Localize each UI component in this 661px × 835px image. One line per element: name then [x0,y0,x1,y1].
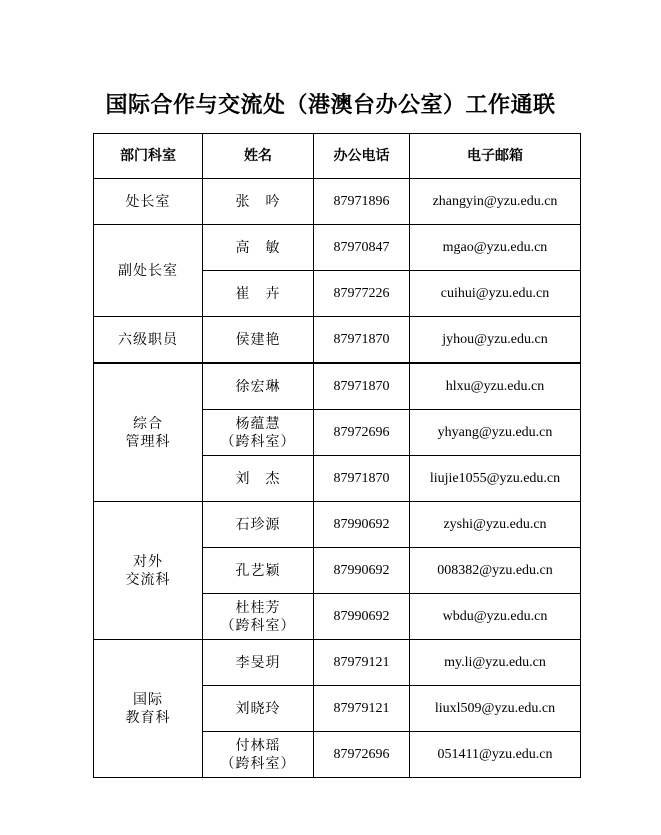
email-cell: 051411@yzu.edu.cn [410,732,581,778]
table-row [94,502,581,548]
email-cell: zhangyin@yzu.edu.cn [410,179,581,225]
table-row [94,363,581,410]
email-cell: zyshi@yzu.edu.cn [410,502,581,548]
email-cell: my.li@yzu.edu.cn [410,640,581,686]
email-cell: 008382@yzu.edu.cn [410,548,581,594]
phone-cell: 87971870 [314,317,410,364]
name-text: 李旻玥 [235,654,281,671]
email-cell: liujie1055@yzu.edu.cn [410,456,581,502]
header-dept: 部门科室 [94,134,203,179]
email-cell: mgao@yzu.edu.cn [410,225,581,271]
header-phone: 办公电话 [314,134,410,179]
name-cell [203,548,314,594]
name-note: （跨科室） [220,617,296,634]
name-cell [203,640,314,686]
phone-cell: 87977226 [314,271,410,317]
dept-cell [94,502,203,640]
header-name: 姓名 [203,134,314,179]
name-cell [203,410,314,456]
dept-cell: 副处长室 [94,225,203,317]
table-row [94,317,581,364]
table-row [94,225,581,271]
phone-cell: 87990692 [314,548,410,594]
name-text: 杨蕴慧 [235,415,281,432]
dept-line: 国际 [133,691,163,708]
dept-cell: 六级职员 [94,317,203,364]
dept-cell [94,363,203,502]
dept-cell [94,640,203,778]
name-cell [203,317,314,364]
phone-cell: 87970847 [314,225,410,271]
name-text: 高 敏 [235,239,281,256]
email-cell: yhyang@yzu.edu.cn [410,410,581,456]
email-cell: wbdu@yzu.edu.cn [410,594,581,640]
dept-cell: 处长室 [94,179,203,225]
name-text: 石珍源 [235,516,281,533]
dept-line: 交流科 [125,571,171,588]
contact-table [93,133,581,778]
phone-cell: 87971896 [314,179,410,225]
table-header-row [94,134,581,179]
name-text: 付林瑶 [235,737,281,754]
name-cell [203,456,314,502]
name-text: 崔 卉 [235,285,281,302]
table-row [94,640,581,686]
dept-line: 综合 [133,415,163,432]
phone-cell: 87990692 [314,502,410,548]
name-cell [203,502,314,548]
name-cell [203,225,314,271]
name-text: 刘晓玲 [235,700,281,717]
page-title: 国际合作与交流处（港澳台办公室）工作通联 [105,93,556,118]
phone-cell: 87990692 [314,594,410,640]
name-text: 刘 杰 [235,470,281,487]
name-cell [203,686,314,732]
dept-line: 对外 [133,553,163,570]
name-text: 张 吟 [235,193,281,210]
name-text: 孔艺颖 [235,562,281,579]
name-cell [203,594,314,640]
phone-cell: 87972696 [314,732,410,778]
phone-cell: 87971870 [314,363,410,410]
header-email: 电子邮箱 [410,134,581,179]
name-note: （跨科室） [220,433,296,450]
phone-cell: 87971870 [314,456,410,502]
name-cell [203,732,314,778]
name-text: 侯建艳 [235,331,281,348]
dept-line: 教育科 [125,709,171,726]
name-cell [203,363,314,410]
email-cell: hlxu@yzu.edu.cn [410,363,581,410]
table-row [94,179,581,225]
phone-cell: 87979121 [314,640,410,686]
email-cell: cuihui@yzu.edu.cn [410,271,581,317]
name-cell [203,179,314,225]
name-text: 杜桂芳 [235,599,281,616]
name-note: （跨科室） [220,755,296,772]
name-text: 徐宏琳 [235,378,281,395]
email-cell: liuxl509@yzu.edu.cn [410,686,581,732]
phone-cell: 87979121 [314,686,410,732]
dept-line: 管理科 [125,433,171,450]
email-cell: jyhou@yzu.edu.cn [410,317,581,364]
name-cell [203,271,314,317]
phone-cell: 87972696 [314,410,410,456]
